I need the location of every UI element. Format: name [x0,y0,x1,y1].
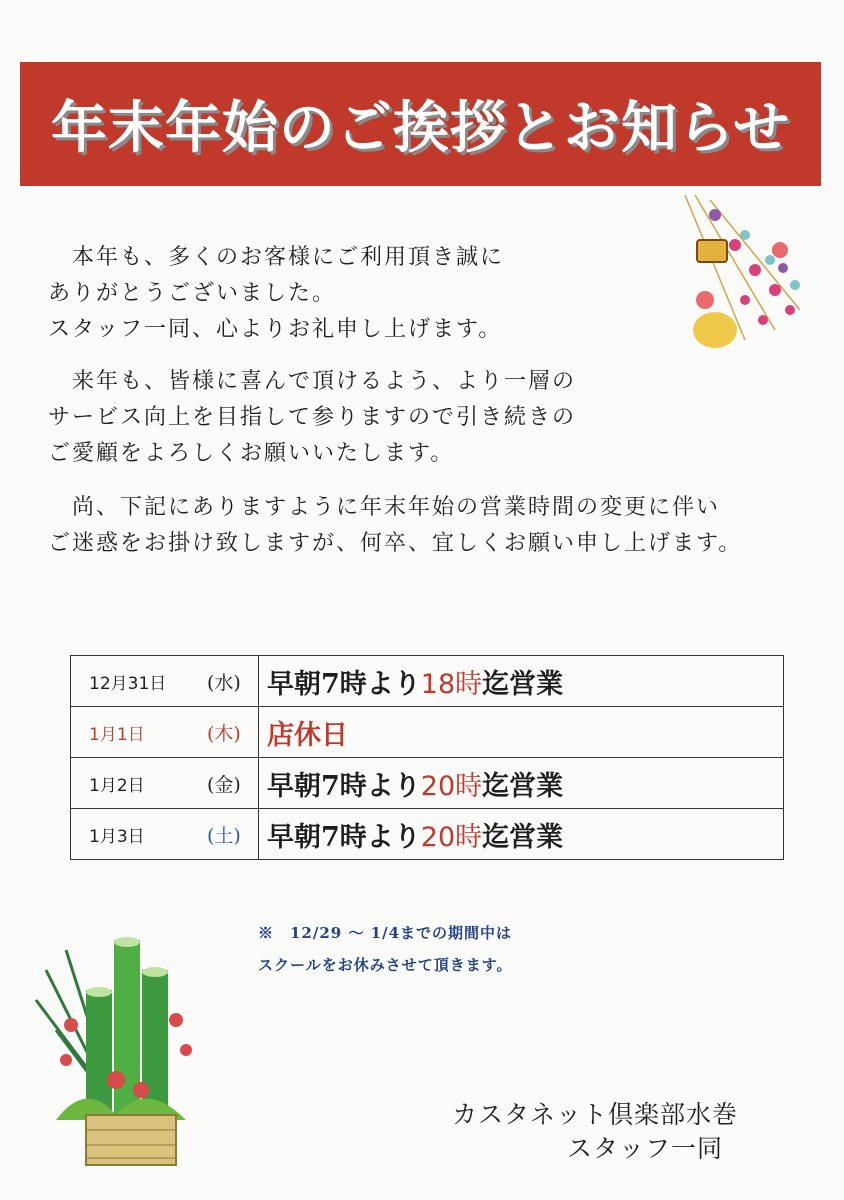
hours-cell [259,656,784,707]
weekday-label: (土) [207,824,241,847]
closing-time: 20時 [420,821,483,853]
new-year-ornament-icon [675,190,815,360]
hours-prefix: 早朝7時より [267,770,421,802]
paragraph-line: ありがとうございました。 [48,281,337,306]
date-cell [71,758,259,809]
date-cell [71,809,259,860]
signature [452,1098,738,1166]
weekday-label: (水) [207,671,241,694]
staff-signoff: スタッフ一同 [567,1134,724,1163]
table-row [71,809,784,860]
table-row [71,656,784,707]
paragraph-line: サービス向上を目指して参りますので引き続きの [48,405,577,430]
note-line: スクールをお休みさせて頂きます。 [258,956,513,974]
paragraph-line: 尚、下記にありますように年末年始の営業時間の変更に伴い [48,495,721,520]
greeting-paragraph [48,240,504,348]
hours-suffix: 迄営業 [482,770,564,802]
closed-label: 店休日 [267,719,348,751]
date-label: 12月31日 [89,673,167,694]
hours-cell [259,707,784,758]
date-cell [71,656,259,707]
closing-time: 20時 [420,770,483,802]
hours-prefix: 早朝7時より [267,821,421,853]
hours-cell [259,758,784,809]
notice-paragraph [48,490,742,562]
hours-prefix: 早朝7時より [267,668,421,700]
title-banner [20,62,821,186]
date-label: 1月1日 [89,724,145,745]
date-label: 1月2日 [89,775,145,796]
paragraph-line: 本年も、多くのお客様にご利用頂き誠に [48,245,505,270]
holiday-hours-table [70,655,784,860]
paragraph-line: 来年も、皆様に喜んで頂けるよう、より一層の [48,369,577,394]
hours-suffix: 迄営業 [482,668,564,700]
weekday-label: (木) [207,722,241,745]
date-label: 1月3日 [89,826,145,847]
paragraph-line: ご愛顧をよろしくお願いいたします。 [48,441,455,466]
table-row [71,758,784,809]
hours-cell [259,809,784,860]
kadomatsu-icon [26,930,206,1170]
page-title: 年末年始のご挨拶とお知らせ [50,95,791,161]
note-line: ※ 12/29 ～ 1/4までの期間中は [258,924,513,942]
weekday-label: (金) [207,773,241,796]
school-closure-note [258,917,513,981]
paragraph-line: ご迷惑をお掛け致しますが、何卒、宜しくお願い申し上げます。 [48,531,743,556]
wishes-paragraph [48,364,576,472]
hours-suffix: 迄営業 [482,821,564,853]
date-cell [71,707,259,758]
table-row [71,707,784,758]
paragraph-line: スタッフ一同、心よりお礼申し上げます。 [48,317,503,342]
closing-time: 18時 [420,668,483,700]
club-name: カスタネット倶楽部水巻 [452,1100,739,1129]
